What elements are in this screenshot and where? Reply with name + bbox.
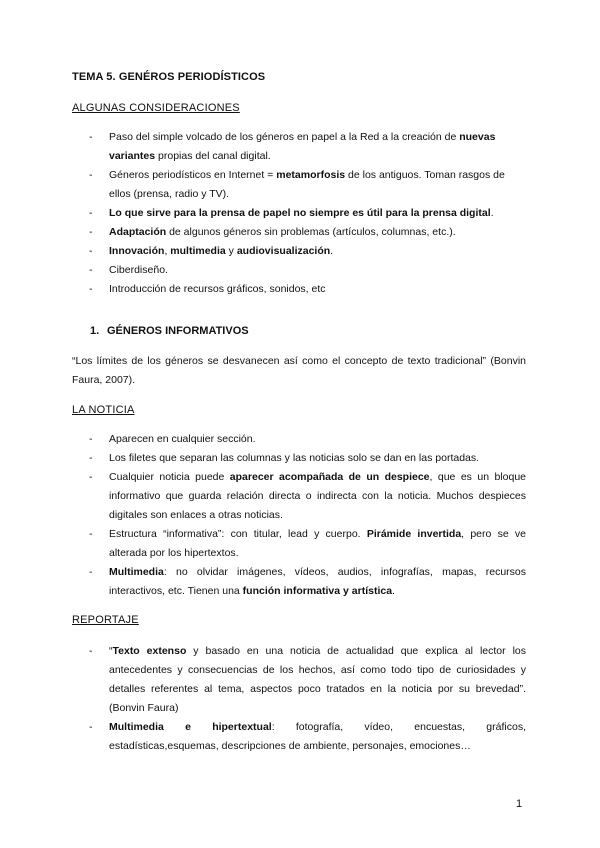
text-run: Cualquier noticia puede [109,471,230,483]
text-run: “ [109,645,113,657]
bold-text: función informativa y artística [242,585,393,597]
text-run: . [392,585,395,597]
text-run: Aparecen en cualquier sección. [109,433,256,445]
list-reportaje [72,642,526,756]
text-run: y basado en una noticia de actualidad que explica al lector los antecedentes y consecuencias de los hechos, así como todo tipo de curiosidades y detalles referentes al tema, aspectos poco tratados en la noticia por su brevedad”.(Bonvin Faura) [109,645,526,714]
list-item [72,718,526,756]
text-run: . [330,245,334,257]
text-run: de algunos géneros sin problemas (artículos, columnas, etc.). [166,226,456,238]
text-run: Estructura “informativa”: con titular, lead y cuerpo. [109,528,367,540]
text-run: Introducción de recursos gráficos, sonidos, etc [109,283,326,295]
list-consideraciones [72,128,526,299]
text-run: , pero se ve alterada por los hipertextos. [109,528,526,559]
page-number: 1 [516,798,523,810]
list-dash: - [89,226,93,238]
list-item [72,204,526,223]
list-item [72,166,526,204]
list-dash: - [89,721,93,733]
list-dash: - [89,264,93,276]
list-dash: - [89,471,93,483]
document-title: TEMA 5. GENÉROS PERIODÍSTICOS [72,71,266,83]
list-dash: - [89,207,93,219]
text-run: . [490,207,494,219]
list-item [72,449,526,468]
bold-text: audiovisualización [236,245,331,257]
section-heading-generos-informativos [90,325,249,337]
text-run: , [164,245,171,257]
text-run: : no olvidar imágenes, vídeos, audios, infografías, mapas, recursos interactivos, etc. Tienen una [109,566,526,597]
bold-text: Adaptación [109,226,167,238]
list-dash: - [89,245,93,257]
bold-text: Lo que sirve para la prensa de papel no siempre es útil para la prensa digital [109,207,491,219]
quote-paragraph: “Los límites de los géneros se desvanecen así como el concepto de texto tradicional” (Bonvin Faura, 2007). [72,355,526,386]
list-dash: - [89,528,93,540]
text-run: Paso del simple volcado de los géneros en papel a la Red a la creación de [109,131,460,143]
text-run: Ciberdiseño. [109,264,168,276]
bold-text: metamorfosis [276,169,346,181]
list-item [72,642,526,718]
section-heading-text: GÉNEROS INFORMATIVOS [107,325,249,337]
list-dash: - [89,283,93,295]
section-subtitle-noticia: LA NOTICIA [72,404,135,416]
list-noticia [72,430,526,601]
list-item [72,563,526,601]
bold-text: nuevas variantes [109,131,496,162]
text-run: de los antiguos. Toman rasgos de ellos (prensa, radio y TV). [109,169,505,200]
list-dash: - [89,433,93,445]
list-item [72,468,526,525]
list-item [72,280,526,299]
list-dash: - [89,566,93,578]
bold-text: aparecer acompañada de un despiece [229,471,430,483]
bold-text: Texto extenso [112,645,187,657]
list-item [72,223,526,242]
section-subtitle-consideraciones: ALGUNAS CONSIDERACIONES [72,102,240,114]
text-run: propias del canal digital. [155,150,271,162]
bold-text: Innovación [109,245,165,257]
text-run: : fotografía, vídeo, encuestas, gráficos, estadísticas,esquemas, descripciones de ambiente, personajes, emociones… [109,721,526,752]
section-number: 1. [90,325,100,337]
bold-text: Pirámide invertida [366,528,462,540]
list-dash: - [89,169,93,181]
section-subtitle-reportaje: REPORTAJE [72,614,139,626]
list-dash: - [89,645,93,657]
text-run: y [225,245,237,257]
text-run: , que es un bloque informativo que guarda relación directa o indirecta con la noticia. Muchos despieces digitales son enlaces a otras noticias. [109,471,526,521]
list-item [72,128,526,166]
list-item [72,242,526,261]
bold-text: Multimedia e hipertextual [109,721,272,733]
bold-text: Multimedia [109,566,164,578]
text-run: Géneros periodísticos en Internet = [109,169,277,181]
list-item [72,261,526,280]
bold-text: multimedia [170,245,226,257]
list-dash: - [89,452,93,464]
list-item [72,525,526,563]
text-run: Los filetes que separan las columnas y las noticias solo se dan en las portadas. [109,452,480,464]
list-dash: - [89,131,93,143]
list-item [72,430,526,449]
